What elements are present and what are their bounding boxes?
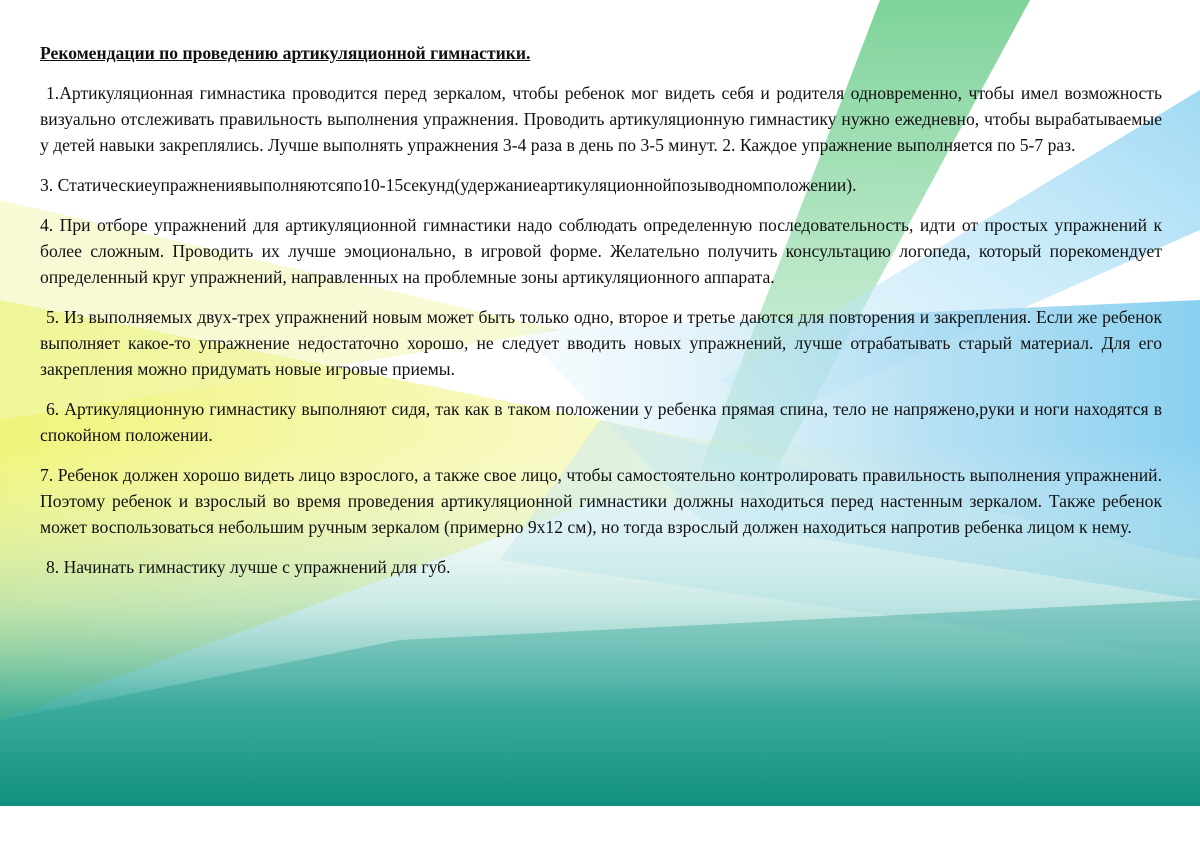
paragraph-5: 5. Из выполняемых двух-трех упражнений новым может быть только одно, второе и третье даются для повторения и закрепления. Если же ребенок выполняет какое-то упражнение недостаточно хорошо, не следует вводить новых упражнений, лучше отрабатывать старый материал. Для его закрепления можно придумать новые игровые приемы. — [40, 307, 1162, 379]
paragraph-1: 1.Артикуляционная гимнастика проводится перед зеркалом, чтобы ребенок мог видеть себя и родителя одновременно, чтобы имел возможность визуально отслеживать правильность выполнения упражнения. Проводить артикуляционную гимнастику нужно ежедневно, чтобы вырабатываемые у детей навыки закреплялись. Лучше выполнять упражнения 3-4 раза в день по 3-5 минут. 2. Каждое упражнение выполняется по 5-7 раз. — [40, 83, 1162, 155]
paragraph-3: 3. Статическиеупражнениявыполняютсяпо10-15секунд(удержаниеартикуляционнойпозыводномположении). — [40, 175, 857, 195]
paragraph-7: 7. Ребенок должен хорошо видеть лицо взрослого, а также свое лицо, чтобы самостоятельно контролировать правильность выполнения упражнений. Поэтому ребенок и взрослый во время проведения артикуляционной гимнастики должны находиться перед настенным зеркалом. Также ребенок может воспользоваться небольшим ручным зеркалом (примерно 9х12 см), но тогда взрослый должен находиться напротив ребенка лицом к нему. — [40, 465, 1162, 537]
document-title: Рекомендации по проведению артикуляционной гимнастики. — [40, 43, 531, 63]
paragraph-4: 4. При отборе упражнений для артикуляционной гимнастики надо соблюдать определенную последовательность, идти от простых упражнений к более сложным. Проводить их лучше эмоционально, в игровой форме. Желательно получить консультацию логопеда, который порекомендует определенный круг упражнений, направленных на проблемные зоны артикуляционного аппарата. — [40, 215, 1162, 287]
paragraph-8: 8. Начинать гимнастику лучше с упражнений для губ. — [46, 557, 451, 577]
document-body — [40, 40, 1162, 594]
paragraph-6: 6. Артикуляционную гимнастику выполняют сидя, так как в таком положении у ребенка прямая спина, тело не напряжено,руки и ноги находятся в спокойном положении. — [40, 399, 1162, 445]
